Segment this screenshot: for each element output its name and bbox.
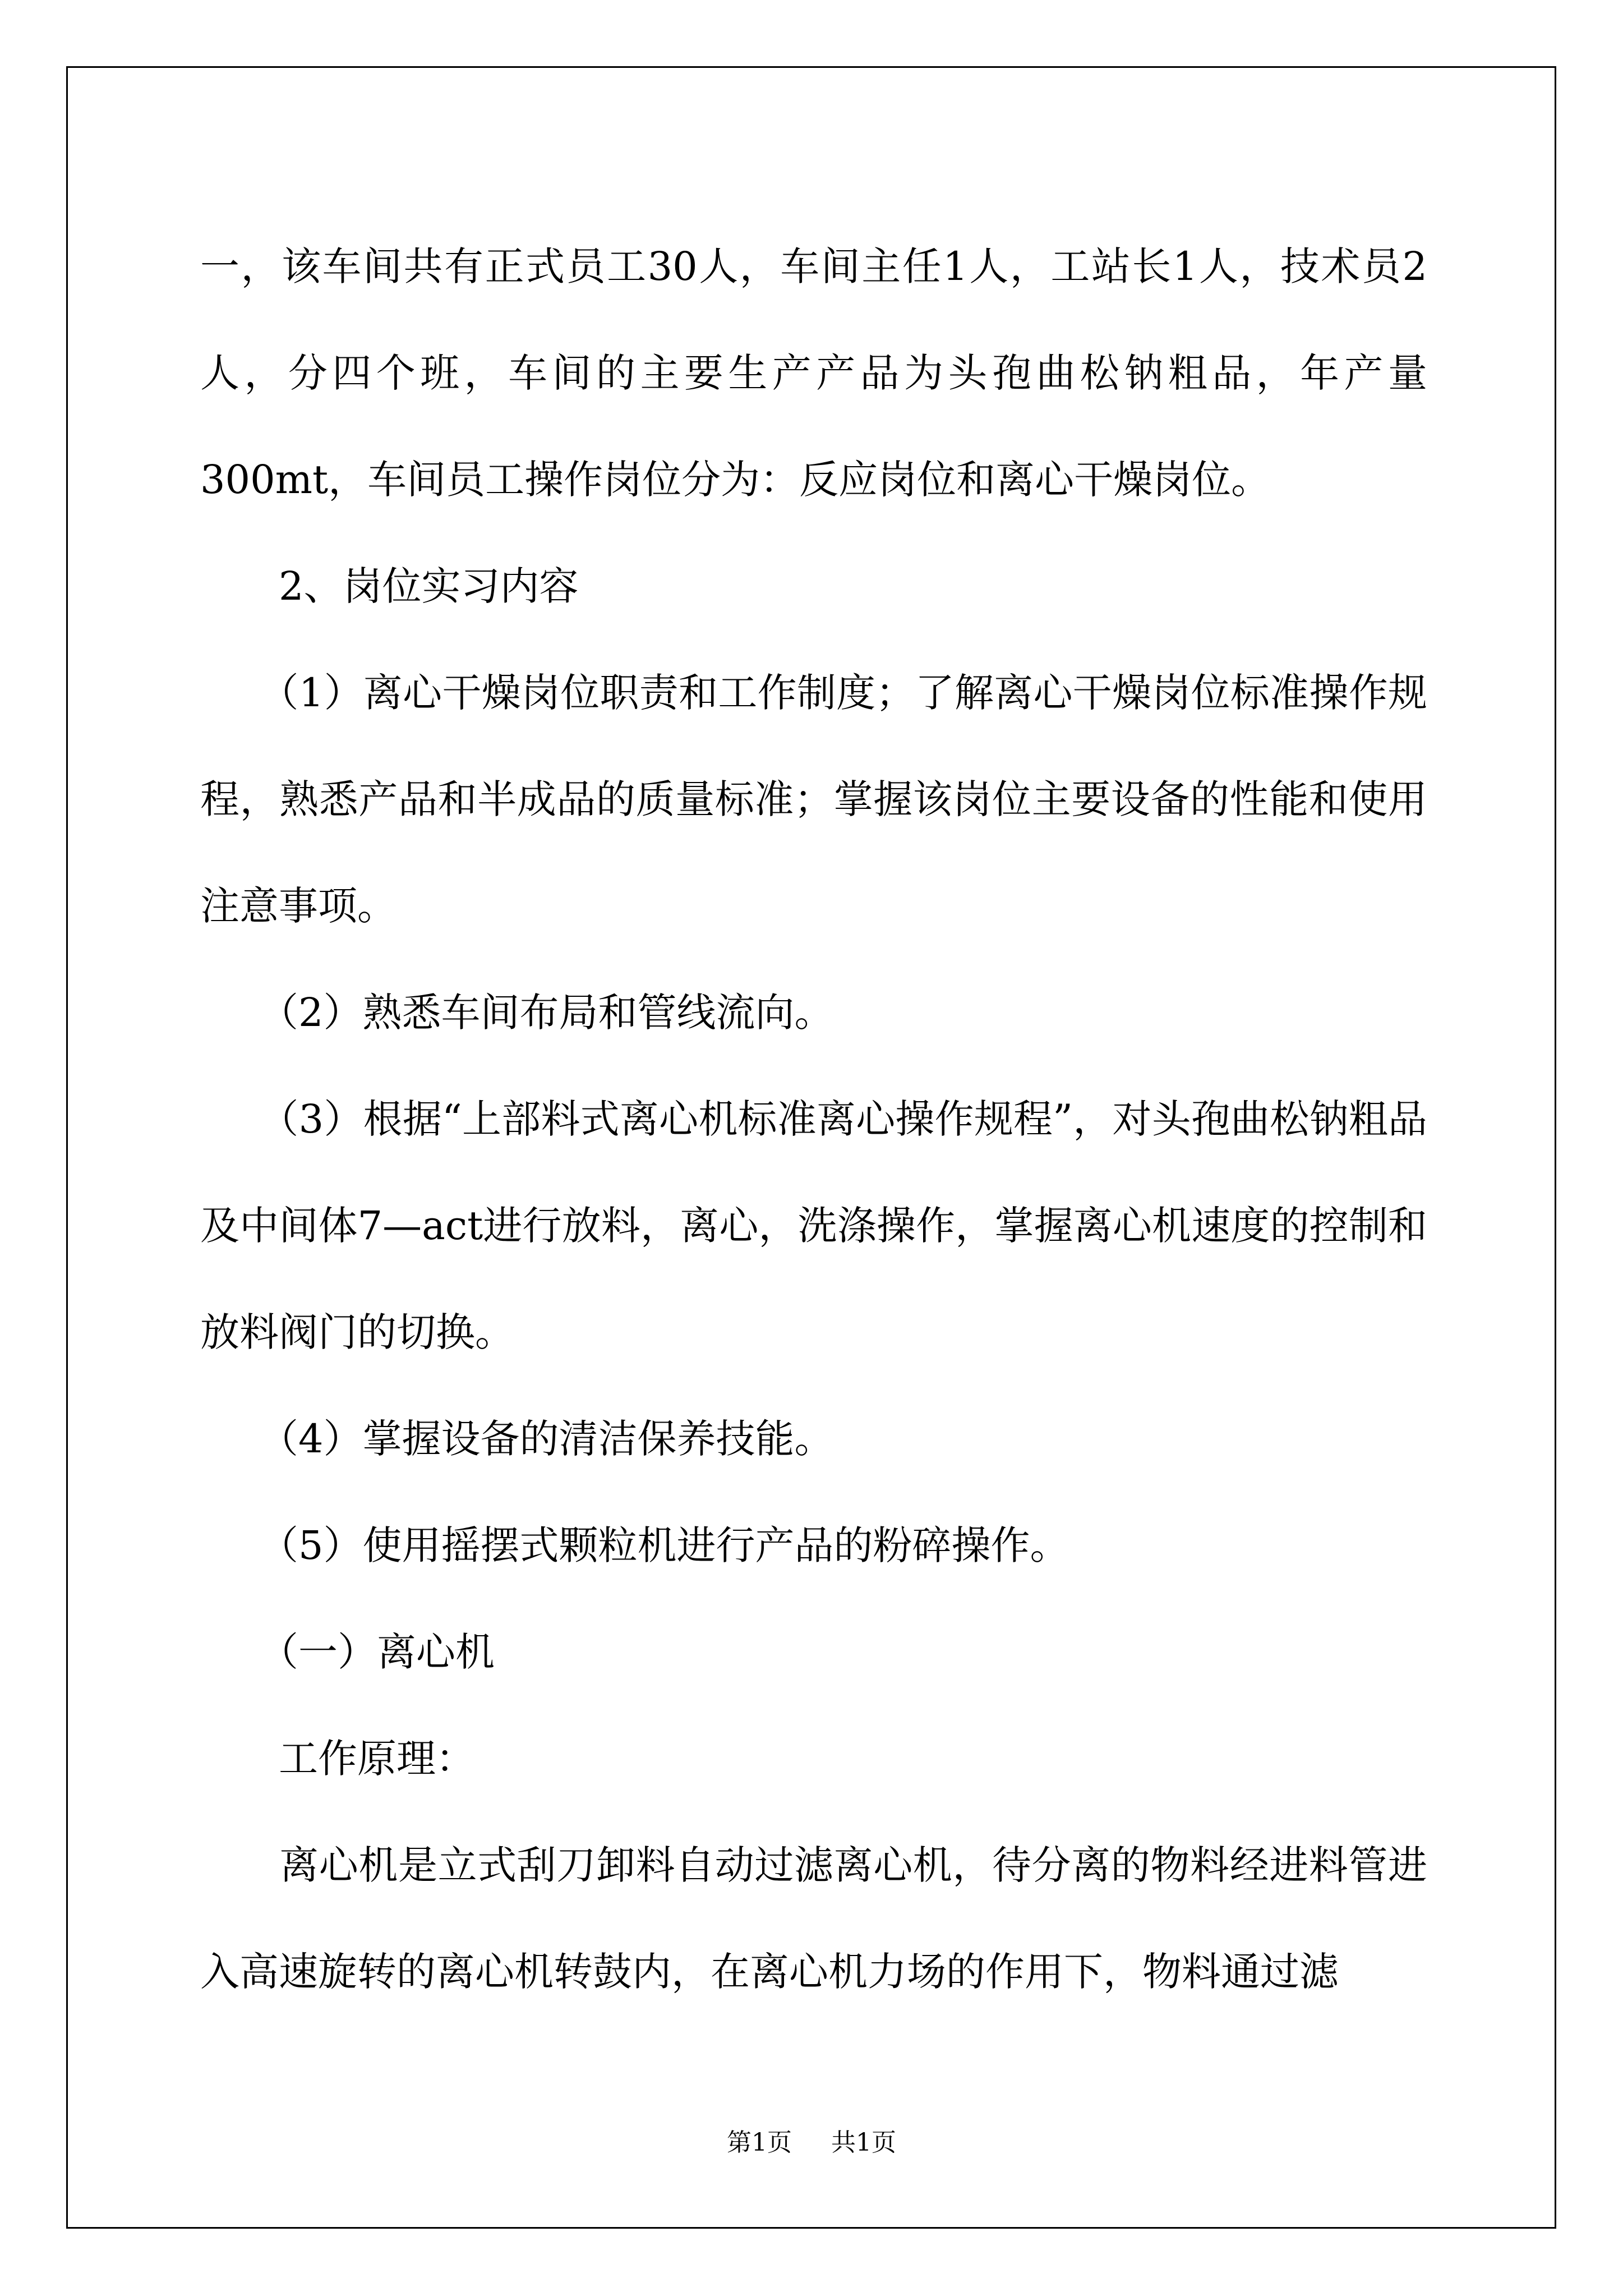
paragraph: 离心机是立式刮刀卸料自动过滤离心机，待分离的物料经进料管进入高速旋转的离心机转鼓内，在离心机力场的作用下，物料通过滤 — [200, 1842, 1427, 1995]
paragraph: （1）离心干燥岗位职责和工作制度；了解离心干燥岗位标准操作规程，熟悉产品和半成品的质量标准；掌握该岗位主要设备的性能和使用注意事项。 — [200, 670, 1427, 929]
page-number-total: 共1页 — [831, 2128, 896, 2157]
document-body — [200, 213, 1427, 2025]
section-heading: 2、岗位实习内容 — [200, 563, 579, 609]
paragraph: （2）熟悉车间布局和管线流向。 — [200, 990, 834, 1036]
paragraph: （4）掌握设备的清洁保养技能。 — [200, 1416, 834, 1462]
page-footer — [0, 2126, 1623, 2160]
paragraph: （3）根据“上部料式离心机标准离心操作规程”，对头孢曲松钠粗品及中间体7—act进行放料，离心，洗涤操作，掌握离心机速度的控制和放料阀门的切换。 — [200, 1096, 1427, 1355]
subsection-label: 工作原理： — [200, 1736, 475, 1782]
page-number-current: 第1页 — [727, 2128, 792, 2157]
paragraph: 一，该车间共有正式员工30人，车间主任1人，工站长1人，技术员2人，分四个班，车间的主要生产产品为头孢曲松钠粗品，年产量300mt，车间员工操作岗位分为：反应岗位和离心干燥岗位。 — [200, 243, 1427, 503]
paragraph: （5）使用摇摆式颗粒机进行产品的粉碎操作。 — [200, 1522, 1069, 1568]
subsection-heading: （一）离心机 — [200, 1629, 495, 1675]
